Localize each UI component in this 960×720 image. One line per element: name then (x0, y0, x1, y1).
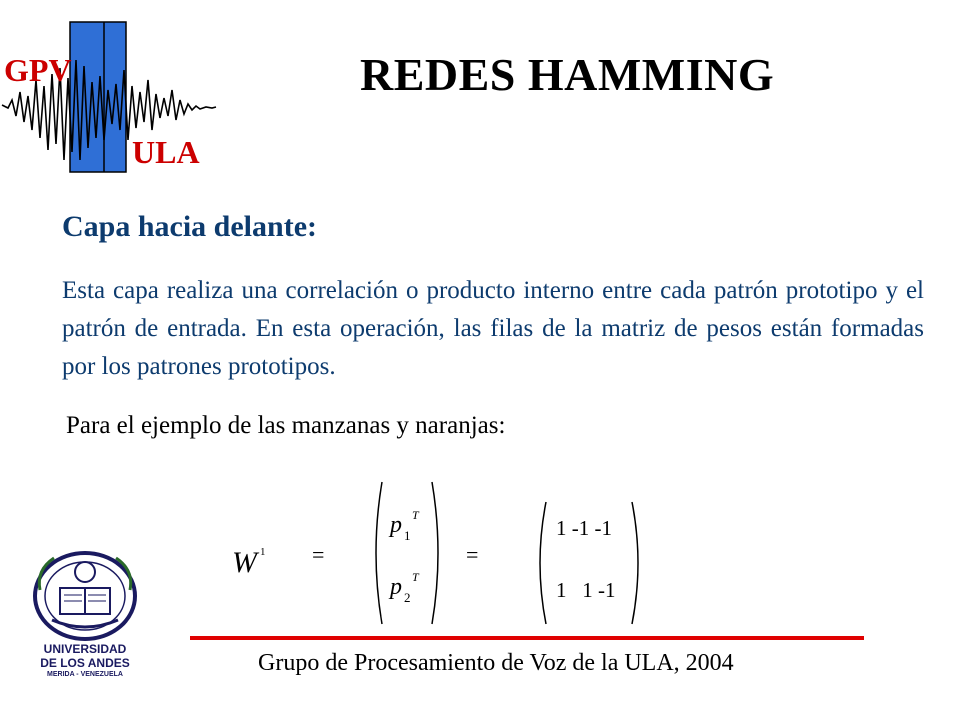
vector-row-2-superscript: T (412, 570, 419, 584)
vector-row-1-subscript: 1 (404, 528, 411, 543)
ula-logo-text: ULA (132, 134, 200, 170)
vector-row-2-base: p (390, 574, 402, 600)
equals-sign-1: = (312, 542, 325, 567)
slide-title: REDES HAMMING (360, 49, 775, 100)
equals-sign-2: = (466, 542, 479, 567)
gpv-logo (0, 20, 220, 180)
vector-row-1-superscript: T (412, 508, 419, 522)
body-paragraph: Esta capa realiza una correlación o producto interno entre cada patrón prototipo y el patrón de entrada. En esta operación, las filas de la matriz de pesos están formadas por los patrones prototipos. (62, 277, 924, 380)
example-intro: Para el ejemplo de las manzanas y naranjas: (66, 412, 506, 439)
weight-symbol: W (232, 546, 257, 579)
seal-line-2: DE LOS ANDES (40, 656, 130, 670)
university-seal-icon (30, 550, 140, 642)
matrix-row-2: 1 1 -1 (556, 578, 616, 602)
footer-credit: Grupo de Procesamiento de Voz de la ULA, 2004 (258, 650, 734, 676)
university-seal (30, 550, 140, 680)
section-heading: Capa hacia delante: (62, 210, 317, 243)
vector-row-1-base: p (390, 512, 402, 538)
vector-row-2-subscript: 2 (404, 590, 411, 605)
seal-line-1: UNIVERSIDAD (43, 642, 127, 656)
gpv-logo-text: GPV (4, 52, 72, 88)
weight-matrix-equation (220, 478, 660, 628)
weight-superscript: 1 (260, 546, 266, 558)
footer-divider (190, 636, 864, 640)
seal-line-3: MERIDA - VENEZUELA (47, 671, 123, 678)
matrix-row-1: 1 -1 -1 (556, 516, 612, 540)
